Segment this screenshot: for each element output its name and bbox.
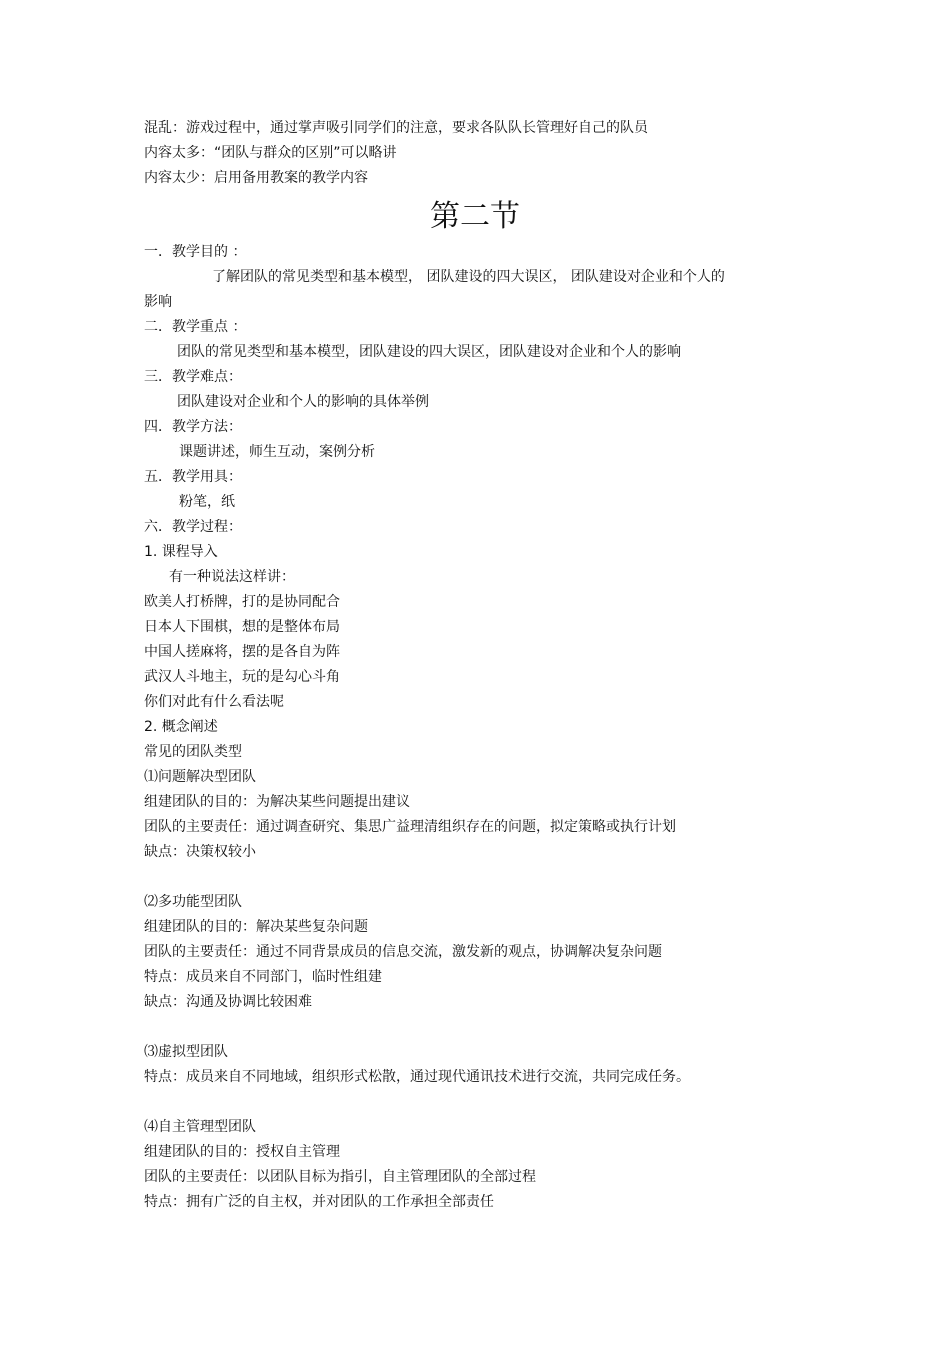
section-title: 第二节 [430,199,520,234]
type1-duty: 团队的主要责任：通过调查研究、集思广益理清组织存在的问题，拟定策略或执行计划 [144,819,676,835]
heading-goal: 一．教学目的 ： [144,244,247,260]
type2-name: ⑵多功能型团队 [144,894,242,910]
intro-lead: 有一种说法这样讲： [169,569,295,585]
concept-title: 2. 概念阐述 [144,719,218,735]
focus-text: 团队的常见类型和基本模型，团队建设的四大误区，团队建设对企业和个人的影响 [177,344,681,360]
note-chaos: 混乱：游戏过程中，通过掌声吸引同学们的注意，要求各队队长管理好自己的队员 [144,120,648,136]
intro-line: 你们对此有什么看法呢 [144,694,284,710]
method-text: 课题讲述，师生互动，案例分析 [179,444,375,460]
type2-weakness: 缺点：沟通及协调比较困难 [144,994,312,1010]
tools-text: 粉笔，纸 [179,494,235,510]
note-too-little: 内容太少：启用备用教案的教学内容 [144,170,368,186]
intro-line: 武汉人斗地主，玩的是勾心斗角 [144,669,340,685]
type1-purpose: 组建团队的目的：为解决某些问题提出建议 [144,794,410,810]
heading-difficulty: 三．教学难点： [144,369,242,385]
type1-weakness: 缺点：决策权较小 [144,844,256,860]
type2-feature: 特点：成员来自不同部门，临时性组建 [144,969,382,985]
type4-purpose: 组建团队的目的：授权自主管理 [144,1144,340,1160]
heading-focus: 二．教学重点 ： [144,319,247,335]
intro-line: 日本人下围棋，想的是整体布局 [144,619,340,635]
note-too-much: 内容太多：“团队与群众的区别”可以略讲 [144,145,397,161]
heading-tools: 五．教学用具： [144,469,242,485]
type1-name: ⑴问题解决型团队 [144,769,256,785]
heading-process: 六．教学过程： [144,519,242,535]
heading-method: 四．教学方法： [144,419,242,435]
type4-name: ⑷自主管理型团队 [144,1119,256,1135]
type2-purpose: 组建团队的目的：解决某些复杂问题 [144,919,368,935]
difficulty-text: 团队建设对企业和个人的影响的具体举例 [177,394,429,410]
types-heading: 常见的团队类型 [144,744,242,760]
type2-duty: 团队的主要责任：通过不同背景成员的信息交流，激发新的观点，协调解决复杂问题 [144,944,662,960]
intro-line: 欧美人打桥牌，打的是协同配合 [144,594,340,610]
type4-feature: 特点：拥有广泛的自主权，并对团队的工作承担全部责任 [144,1194,494,1210]
type4-duty: 团队的主要责任：以团队目标为指引，自主管理团队的全部过程 [144,1169,536,1185]
goal-text-line2: 影响 [144,294,172,310]
intro-line: 中国人搓麻将，摆的是各自为阵 [144,644,340,660]
goal-text-line1: 了解团队的常见类型和基本模型， 团队建设的四大误区， 团队建设对企业和个人的 [212,269,725,285]
intro-title: 1. 课程导入 [144,544,218,560]
type3-feature: 特点：成员来自不同地域，组织形式松散，通过现代通讯技术进行交流，共同完成任务。 [144,1069,690,1085]
type3-name: ⑶虚拟型团队 [144,1044,228,1060]
